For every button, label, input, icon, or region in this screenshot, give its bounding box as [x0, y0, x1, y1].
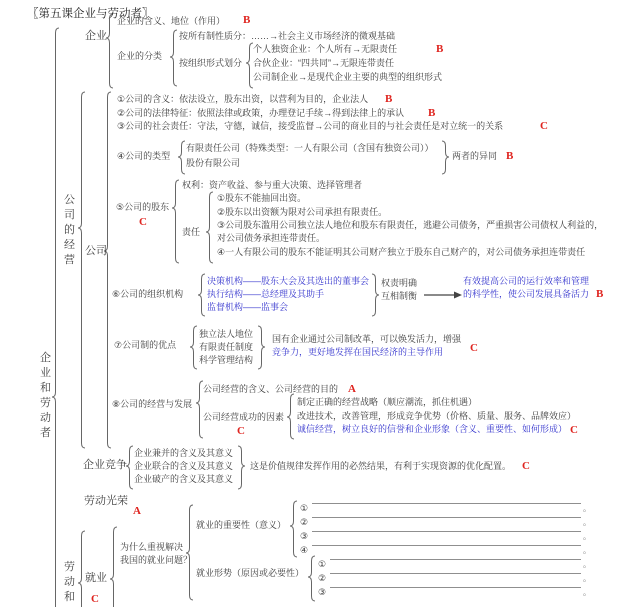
brace-duty	[206, 192, 213, 263]
org-execution: 执行结构——总经理及其助手	[207, 289, 325, 299]
grade-badge: C	[139, 216, 147, 228]
advantage-note-2: 竞争力，更好地发挥在国民经济的主导作用	[272, 347, 444, 357]
blank-item-number: ③	[318, 587, 327, 597]
fill-in-blank-line	[312, 531, 581, 532]
class-by-ownership: 按所有制性质分：……→社会主义市场经济的微观基础	[179, 31, 396, 41]
factor-strategy: 制定正确的经营战略（顺应潮流，抓住机遇）	[297, 397, 478, 407]
brace-situation	[308, 556, 315, 601]
company-definition: ①公司的含义：依法设立，股东出资，以营利为目的，企业法人	[117, 94, 369, 104]
advantage-1: 独立法人地位	[199, 329, 254, 339]
blank-item-number: ③	[300, 531, 309, 541]
competition-note: 这是价值规律发挥作用的必然结果，有利于实现资源的优化配置。	[250, 461, 512, 471]
operation-meaning: 公司经营的含义、公司经营的目的	[203, 384, 339, 394]
grade-badge: B	[385, 93, 393, 105]
org-decision: 决策机构——股东大会及其选出的董事会	[207, 276, 370, 286]
brace-organization-open	[198, 274, 205, 316]
brace-labor	[78, 531, 85, 607]
brace-enterprise	[106, 14, 113, 88]
why-employment-line2: 我国的就业问题？	[120, 555, 193, 565]
advantage-3: 科学管理结构	[199, 355, 254, 365]
page-title: 〖第五课企业与劳动者〗	[27, 8, 154, 20]
brace-operation	[196, 381, 203, 438]
shareholders-label: ⑤公司的股东	[116, 202, 170, 212]
sole-proprietorship: 个人独资企业：个人所有→无限责任	[253, 44, 398, 54]
grade-badge: B	[436, 43, 444, 55]
duty-item-3b: 对公司债务承担连带责任。	[217, 233, 326, 243]
line-end-mark: 。	[583, 504, 591, 513]
advantages-label: ⑦公司制的优点	[114, 340, 177, 350]
org-effect-2: 的科学性，使公司发展具备活力	[463, 289, 590, 299]
grade-badge: B	[428, 107, 436, 119]
brace-by-org	[246, 43, 253, 88]
type-joint-stock: 股份有限公司	[186, 158, 241, 168]
company-social-responsibility: ③公司的社会责任：守法，守德，诚信，接受监督→公司的商业目的与社会责任是对立统一的关系	[117, 121, 504, 131]
competition-label: 企业竞争	[83, 459, 127, 471]
class-by-org-label: 按组织形式划分	[179, 58, 243, 68]
grade-badge: B	[596, 288, 604, 300]
brace-success-factors	[287, 394, 294, 439]
duty-item-4: ④一人有限公司的股东不能证明其公司财产独立于股东自己财产的，对公司债务承担连带责任	[217, 247, 586, 257]
brace-advantages-close	[258, 326, 265, 369]
shareholder-duty-label: 责任	[182, 227, 201, 237]
competition-bankruptcy: 企业破产的含义及其意义	[134, 474, 234, 484]
fill-in-blank-line	[312, 517, 581, 518]
line-end-mark: 。	[583, 546, 591, 555]
brace-advantages-open	[190, 326, 197, 369]
corporate-enterprise: 公司制企业→是现代企业主要的典型的组织形式	[253, 72, 443, 82]
brace-why-employment	[186, 505, 193, 600]
fill-in-blank-line	[330, 559, 581, 560]
competition-union: 企业联合的含义及其意义	[134, 461, 234, 471]
brace-employment	[110, 527, 117, 607]
blank-item-number: ①	[300, 503, 309, 513]
grade-badge: A	[133, 505, 141, 517]
brace-classification	[170, 30, 177, 86]
blank-item-number: ④	[300, 545, 309, 555]
duty-item-2: ②股东以出资额为限对公司承担有限责任。	[217, 207, 388, 217]
blank-item-number: ②	[318, 573, 327, 583]
type-limited-liability: 有限责任公司（特殊类型：一人有限公司（含国有独资公司））	[186, 143, 434, 153]
duty-item-3a: ③公司股东滥用公司独立法人地位和股东有限责任，逃避公司债务，严重损害公司债权人利益的，	[217, 220, 604, 230]
line-end-mark: 。	[583, 532, 591, 541]
line-end-mark: 。	[583, 588, 591, 597]
employment-situation-label: 就业形势（原因或必要性）	[196, 568, 305, 578]
org-effect-1: 有效提高公司的运行效率和管理	[463, 276, 590, 286]
org-supervision: 监督机构——监事会	[207, 302, 289, 312]
brace-root	[52, 28, 59, 607]
brace-organization-close	[372, 274, 379, 316]
competition-merge: 企业兼并的含义及其意义	[134, 448, 234, 458]
brace-company	[104, 92, 111, 448]
grade-badge: C	[91, 593, 99, 605]
grade-badge: C	[470, 342, 478, 354]
company-types-label: ④公司的类型	[117, 151, 171, 161]
employment-importance-label: 就业的重要性（意义）	[196, 520, 287, 530]
company-legal-features: ②公司的法律特征：依照法律或政策，办理登记手续→得到法律上的承认	[117, 108, 405, 118]
advantage-2: 有限责任制度	[199, 342, 254, 352]
organization-label: ⑥公司的组织机构	[112, 289, 184, 299]
brace-competition-open	[126, 446, 133, 489]
brace-types-open	[178, 141, 185, 174]
blank-item-number: ①	[318, 559, 327, 569]
operation-label: ⑧公司的经营与发展	[112, 399, 193, 409]
factor-integrity: 诚信经营，树立良好的信誉和企业形象（含义、重要性、如何形成）	[297, 424, 568, 434]
partnership: 合伙企业：“四共同”→无限连带责任	[253, 58, 394, 68]
enterprise-class-label: 企业的分类	[117, 51, 163, 61]
grade-badge: C	[540, 120, 548, 132]
brace-types-close	[442, 141, 449, 174]
fill-in-blank-line	[330, 587, 581, 588]
factor-technology: 改进技术，改善管理，形成竞争优势（价格、质量、服务、品牌效应）	[297, 411, 577, 421]
grade-badge: B	[506, 150, 514, 162]
fill-in-blank-line	[312, 545, 581, 546]
grade-badge: C	[570, 424, 578, 436]
enterprise-meaning: 企业的含义、地位（作用）	[117, 16, 226, 26]
grade-badge: B	[243, 14, 251, 26]
success-factors-label: 公司经营成功的因素	[203, 412, 285, 422]
line-end-mark: 。	[583, 560, 591, 569]
grade-badge: C	[237, 425, 245, 437]
shareholder-rights: 权利：资产收益、参与重大决策、选择管理者	[182, 180, 363, 190]
why-employment-line1: 为什么重视解决	[120, 542, 184, 552]
line-end-mark: 。	[583, 518, 591, 527]
grade-badge: C	[522, 460, 530, 472]
advantage-note-1: 国有企业通过公司制改革，可以焕发活力，增强	[272, 334, 462, 344]
brace-importance	[290, 501, 297, 557]
brace-competition-close	[238, 446, 245, 489]
duty-item-1: ①股东不能抽回出资。	[217, 193, 307, 203]
arrow-head-icon	[454, 292, 462, 299]
brace-shareholders	[172, 180, 179, 263]
blank-item-number: ②	[300, 517, 309, 527]
employment-label: 就业	[85, 572, 107, 584]
types-compare: 两者的异同	[452, 151, 498, 161]
fill-in-blank-line	[330, 573, 581, 574]
labor-section-label: 劳动和	[64, 561, 75, 603]
brace-company-ops	[78, 92, 85, 448]
root-label: 企业和劳动者	[40, 352, 51, 439]
company-label: 公司	[85, 245, 107, 257]
grade-badge: A	[348, 383, 356, 395]
fill-in-blank-line	[312, 503, 581, 504]
company-ops-label: 公司的经营	[64, 194, 75, 266]
enterprise-label: 企业	[85, 30, 107, 42]
labor-glory-label: 劳动光荣	[84, 495, 128, 507]
org-balance-2: 互相制衡	[381, 291, 418, 301]
org-balance-1: 权责明确	[381, 278, 418, 288]
line-end-mark: 。	[583, 574, 591, 583]
